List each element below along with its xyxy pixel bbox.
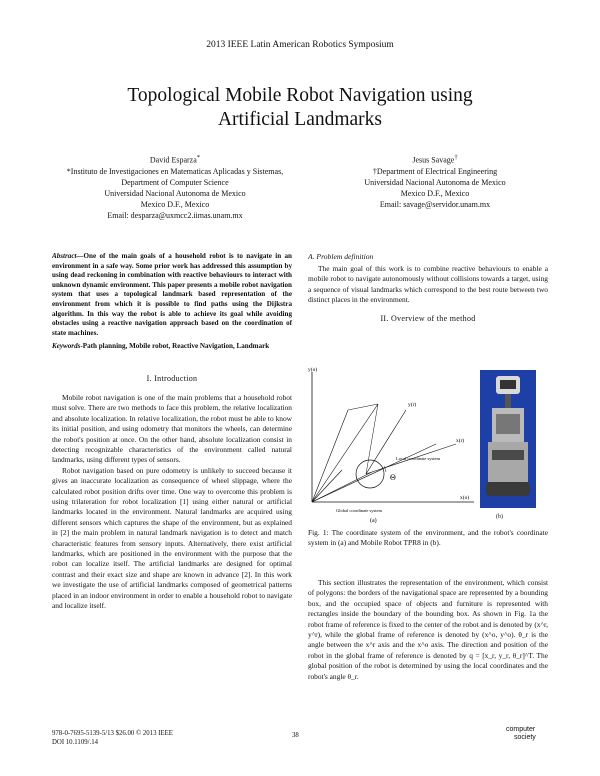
section2-body — [308, 578, 548, 682]
ray-4 — [312, 472, 372, 502]
overview-heading: II. Overview of the method — [380, 313, 476, 323]
ray-2 — [312, 404, 378, 502]
paper-title — [40, 84, 560, 132]
left-column — [52, 252, 292, 611]
robot-base — [488, 442, 528, 482]
robot-camera — [500, 380, 516, 389]
ray-1 — [312, 410, 348, 502]
right-column — [308, 252, 548, 323]
keywords — [52, 342, 292, 352]
footer-doi: DOI 10.1109/.14 — [52, 739, 99, 746]
theta-arc — [384, 466, 386, 472]
affiliation-2-line-1: †Department of Electrical Engineering — [372, 166, 498, 176]
landmark-ray — [366, 404, 378, 474]
author-email-1: Email: desparza@uxmcc2.iimas.unam.mx — [107, 210, 243, 220]
logo-line-1: computer — [506, 726, 536, 733]
x-axis-label: x(o) — [460, 495, 470, 501]
problem-paragraph: The main goal of this work is to combine reactive behaviours to enable a mobile robot to navigate autonomously without collisions towards a target, using a sequence of visual landmarks which correspond to the best route between two distinct places in the environment. — [308, 264, 548, 305]
intro-paragraph-2: Robot navigation based on pure odometry is unlikely to succeed because it gives an inaccurate localization as consequence of wheel slippage, where the calculated robot position drifts over time. One way to overcome this problem is using trilateration for robot localization [1] using either natural or artificial landmarks located in the environment. Natural landmarks are acquired using different sensors which captures the shape of the environment, but as explained in [2] the main problem in natural landmark navigation is to detect and match characteristic features from sensory inputs. Alternatively, there exist artificial landmarks, which are positioned in the environment with the purpose that the robot can localize itself. The artificial landmarks are designed for optimal contrast and their exact size and shape are known in advance [2]. In this work we investigate the use of artificial landmarks composed of geometrical patterns placed in an indoor environment in order to enable a household robot to navigate and localize itself. — [52, 465, 292, 611]
keywords-text: Path planning, Mobile robot, Reactive Navigation, Landmark — [82, 342, 270, 351]
ray-5 — [312, 470, 342, 502]
landmark-link — [348, 404, 378, 410]
robot-neck — [505, 394, 511, 408]
abstract-text: One of the main goals of a household robot is to navigate in an environment in a safe way. Some prior work has addressed this assumption by using dead reckoning in combination with reactive behaviours to interact with unknown dynamic environment. This paper presents a mobile robot navigation system that uses a topological landmark based representation of the environment from which it is possible to find paths using the Dijkstra algorithm. In this way the robot is able to achieve its goal while avoiding obstacles using a reactive navigation approach based on the coordination of state machines. — [52, 252, 292, 337]
affiliation-1-line-1: *Instituto de Investigaciones en Matematicas Aplicadas y Sistemas, — [66, 166, 284, 176]
robot-photo — [480, 370, 536, 508]
global-system-label: Global coordinate system — [336, 508, 382, 513]
conference-header: 2013 IEEE Latin American Robotics Symposium — [206, 40, 394, 50]
affiliation-1-line-3: Universidad Nacional Autonoma de Mexico — [104, 188, 246, 198]
affiliation-2-line-3: Mexico D.F., Mexico — [400, 188, 470, 198]
intro-paragraph-1: Mobile robot navigation is one of the main problems that a household robot must solve. There are two methods to face this problem, the relative localization and absolute localization. In relative localization, the robot must be able to know its initial position, and using odometry that monitors the wheels, can determine the robot's position at once. On the other hand, absolute localization consist in detecting recognizable characteristics of the environment called natural landmarks, using different types of sensors. — [52, 392, 292, 465]
y-axis-label: y(o) — [308, 367, 318, 373]
figure-label-a: (a) — [370, 518, 377, 524]
robot-sensor-ring — [492, 450, 524, 460]
robot-body-circle — [356, 460, 384, 488]
problem-heading: A. Problem definition — [308, 252, 374, 261]
author-email-2: Email: savage@servidor.unam.mx — [379, 199, 491, 209]
robot-panel — [496, 414, 520, 434]
figure-caption: Fig. 1: The coordinate system of the environment, and the robot's coordinate system in (a) and Mobile Robot TPR8 in (b). — [308, 528, 548, 548]
problem-body — [308, 264, 548, 306]
author-name-1: David Esparza — [149, 155, 197, 165]
footer-left — [52, 729, 173, 747]
author-name-2: Jesus Savage — [412, 155, 455, 165]
computer-society-logo — [506, 726, 552, 742]
author-mark-2: † — [454, 154, 458, 161]
intro-heading: I. Introduction — [146, 373, 198, 383]
section2-paragraph-1: This section illustrates the representation of the environment, which consist of polygons: the borders of the navigational space are represented by a bounding box, and the occupied space of objects and furniture is represented with rectangles inside the boundary of the bounding box. As shown in Fig. 1a the robot frame of reference is fixed to the center of the robot and is denoted by (x^r, y^r), while the global frame of reference is denoted by (x^o, y^o). θ_r is the angle between the x^r axis and the x^o axis. The direction and position of the robot in the global frame of reference is denoted by q = [x_r, y_r, θ_r]^T. The global position of the robot is determined by using the local coordinates and the robot's angle θ_r. — [308, 578, 548, 681]
keywords-label: Keywords- — [52, 342, 83, 351]
affiliation-2-line-2: Universidad Nacional Autonoma de Mexico — [364, 177, 506, 187]
robot-y-label: y(r) — [408, 402, 417, 408]
robot-y-axis — [366, 410, 406, 474]
local-system-label: Local coordinate system — [396, 456, 440, 461]
title-line-2: Artificial Landmarks — [217, 109, 383, 130]
footer-isbn: 978-0-7695-5139-5/13 $26.00 © 2013 IEEE — [52, 730, 173, 737]
ray-3 — [312, 444, 436, 502]
intro-body — [52, 393, 292, 612]
affiliation-1-line-2: Department of Computer Science — [121, 177, 229, 187]
robot-x-label: x(r) — [456, 438, 465, 444]
author-mark-1: * — [196, 154, 201, 161]
author-block-2 — [335, 152, 535, 210]
page-number: 38 — [292, 732, 299, 739]
abstract-label: Abstract— — [52, 252, 84, 260]
abstract — [52, 252, 292, 338]
author-block-1 — [60, 152, 290, 221]
figure-1a-coordinate-diagram — [306, 362, 478, 524]
affiliation-1-line-4: Mexico D.F., Mexico — [140, 199, 210, 209]
title-line-1: Topological Mobile Robot Navigation using — [127, 85, 473, 106]
theta-label: Θ — [390, 473, 396, 482]
figure-label-b: (b) — [496, 514, 503, 520]
logo-line-2: society — [514, 734, 536, 741]
robot-drawing — [480, 370, 536, 508]
robot-wheels — [486, 482, 530, 496]
